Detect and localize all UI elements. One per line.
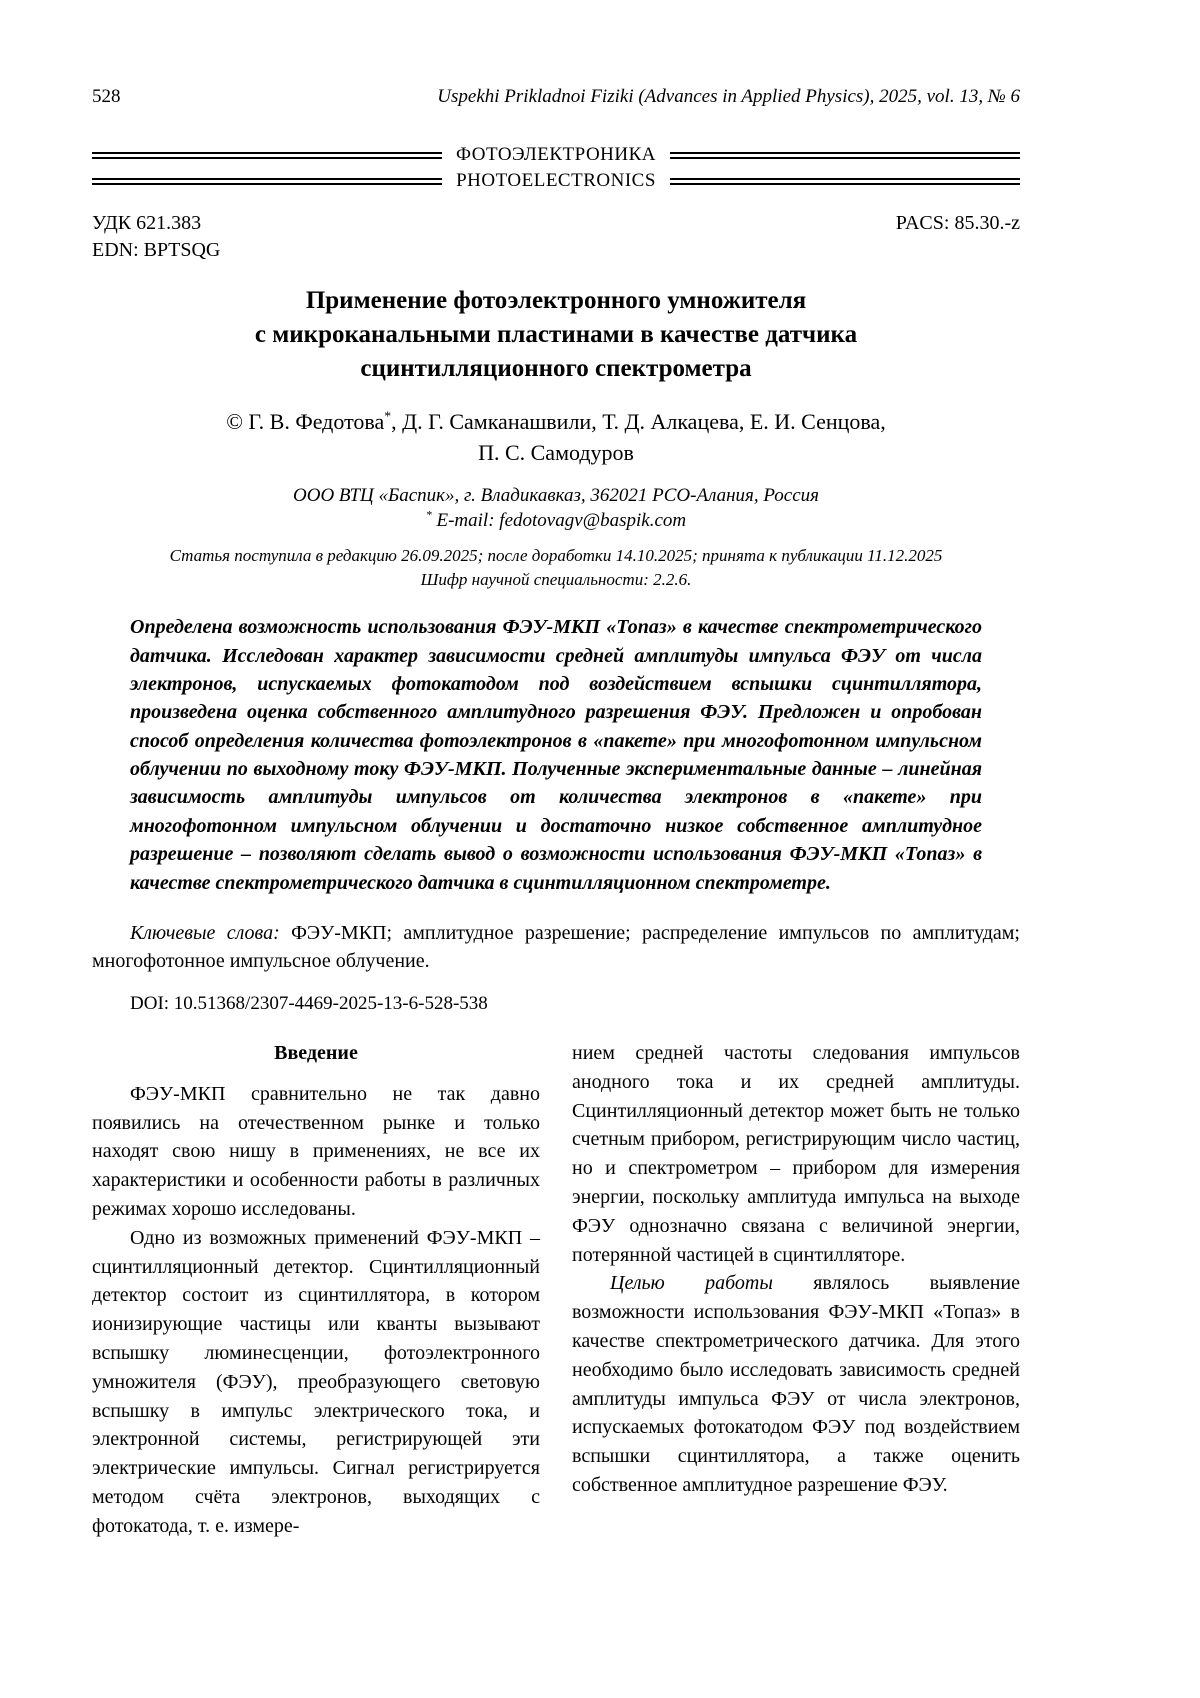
- column-right: [572, 1039, 1020, 1541]
- goal-lead: Целью работы: [610, 1272, 773, 1295]
- authors-line1-rest: , Д. Г. Самканашвили, Т. Д. Алкацева, Е. И. Сенцова,: [391, 409, 886, 435]
- received-block: [92, 544, 1020, 593]
- banner-rule-right: [670, 152, 1020, 159]
- section-name-en: PHOTOELECTRONICS: [456, 170, 656, 191]
- article-title-line1: Применение фотоэлектронного умножителя: [305, 287, 807, 314]
- email-line: [92, 510, 1020, 532]
- authors-line2: П. С. Самодуров: [478, 440, 634, 466]
- keywords-paragraph: [92, 919, 1020, 975]
- page-number: 528: [92, 86, 121, 107]
- abstract-text: Определена возможность использования ФЭУ-МКП «Топаз» в качестве спектрометрического датчика. Исследован характер зависимости средней амплитуды импульса ФЭУ от числа электронов, испускаемых фотокатодом под воздействием вспышки сцинтиллятора, произведена оценка собственного амплитудного разрешения ФЭУ. Предложен и опробован способ определения количества фотоэлектронов в «пакете» при многофотонном импульсном облучении по выходному току ФЭУ-МКП. Полученные экспериментальные данные – линейная зависимость амплитуды импульсов от количества электронов в «пакете» при многофотонном импульсном облучении и достаточно низкое собственное амплитудное разрешение – позволяют сделать вывод о возможности использования ФЭУ-МКП «Топаз» в качестве спектрометрического датчика в сцинтилляционном спектрометре.: [130, 616, 982, 894]
- banner-rule-left: [92, 152, 442, 159]
- section-banner: [92, 142, 1020, 194]
- paragraph-intro-1: ФЭУ-МКП сравнительно не так давно появились на отечественном рынке и только находят свою нишу в применениях, не все их характеристики и особенности работы в различных режимах хорошо исследованы.: [92, 1082, 540, 1221]
- keywords-text: ФЭУ-МКП; амплитудное разрешение; распределение импульсов по амплитудам; многофотонное импульсное облучение.: [92, 922, 1020, 973]
- section-banner-row-ru: [92, 142, 1020, 168]
- authors-line1: [92, 407, 1020, 438]
- paragraph-intro-2: Одно из возможных применений ФЭУ-МКП – сцинтилляционный детектор. Сцинтилляционный детектор состоит из сцинтиллятора, в котором ионизирующие частицы или кванты вызывают вспышку люминесценции, фотоэлектронного умножителя (ФЭУ), преобразующего световую вспышку в импульс электрического тока, и электронной системы, регистрирующей эти электрические импульсы. Сигнал регистрируется методом счёта электронов, выходящих с фотокатода, т. е. измере-: [92, 1226, 540, 1537]
- banner-rule-left: [92, 178, 442, 185]
- article-title-line3: сцинтилляционного спектрометра: [360, 354, 752, 382]
- email-footnote-mark: *: [425, 508, 432, 522]
- section-name-ru: ФОТОЭЛЕКТРОНИКА: [456, 144, 657, 165]
- paragraph-goal: [572, 1269, 1020, 1499]
- email-address: E-mail: fedotovagv@baspik.com: [431, 509, 687, 531]
- edn-code: EDN: BPTSQG: [92, 239, 221, 261]
- pacs-code: PACS: 85.30.-z: [895, 212, 1020, 234]
- received-dates: Статья поступила в редакцию 26.09.2025; после доработки 14.10.2025; принята к публикации 11.12.2025: [169, 545, 943, 565]
- body-columns: [92, 1039, 1020, 1541]
- paragraph-intro-2-continued: нием средней частоты следования импульсов анодного тока и их средней амплитуды. Сцинтилляционный детектор может быть не только счетным прибором, регистрирующим число частиц, но и спектрометром – прибором для измерения энергии, поскольку амплитуда импульса на выходе ФЭУ однозначно связана с величиной энергии, потерянной частицей в сцинтилляторе.: [572, 1042, 1020, 1266]
- specialty-code: Шифр научной специальности: 2.2.6.: [420, 570, 692, 590]
- goal-rest: являлось выявление возможности использования ФЭУ-МКП «Топаз» в качестве спектрометрического датчика. Для этого необходимо было исследовать зависимость средней амплитуды импульса ФЭУ от числа электронов, испускаемых фотокатодом ФЭУ под воздействием вспышки сцинтиллятора, а также оценить собственное амплитудное разрешение ФЭУ.: [572, 1272, 1020, 1496]
- authors-block: [92, 407, 1020, 469]
- author-footnote-mark: *: [384, 408, 392, 424]
- banner-rule-right: [670, 178, 1020, 185]
- affiliation: ООО ВТЦ «Баспик», г. Владикавказ, 362021 РСО-Алания, Россия: [293, 484, 819, 506]
- udk-code: УДК 621.383: [92, 212, 202, 234]
- section-banner-row-en: [92, 168, 1020, 194]
- meta-row: [92, 210, 1020, 264]
- doi: DOI: 10.51368/2307-4469-2025-13-6-528-538: [130, 993, 488, 1015]
- running-head: [92, 86, 1020, 108]
- article-title-line2: с микроканальными пластинами в качестве датчика: [254, 320, 858, 348]
- journal-title: Uspekhi Prikladnoi Fiziki (Advances in Applied Physics), 2025, vol. 13, № 6: [437, 86, 1020, 107]
- authors-copyright-lead: © Г. В. Федотова: [226, 409, 385, 435]
- intro-heading: Введение: [274, 1042, 358, 1065]
- column-left: [92, 1039, 540, 1541]
- keywords-label: Ключевые слова:: [130, 922, 292, 945]
- meta-left: [92, 210, 220, 264]
- article-title: [92, 284, 1020, 385]
